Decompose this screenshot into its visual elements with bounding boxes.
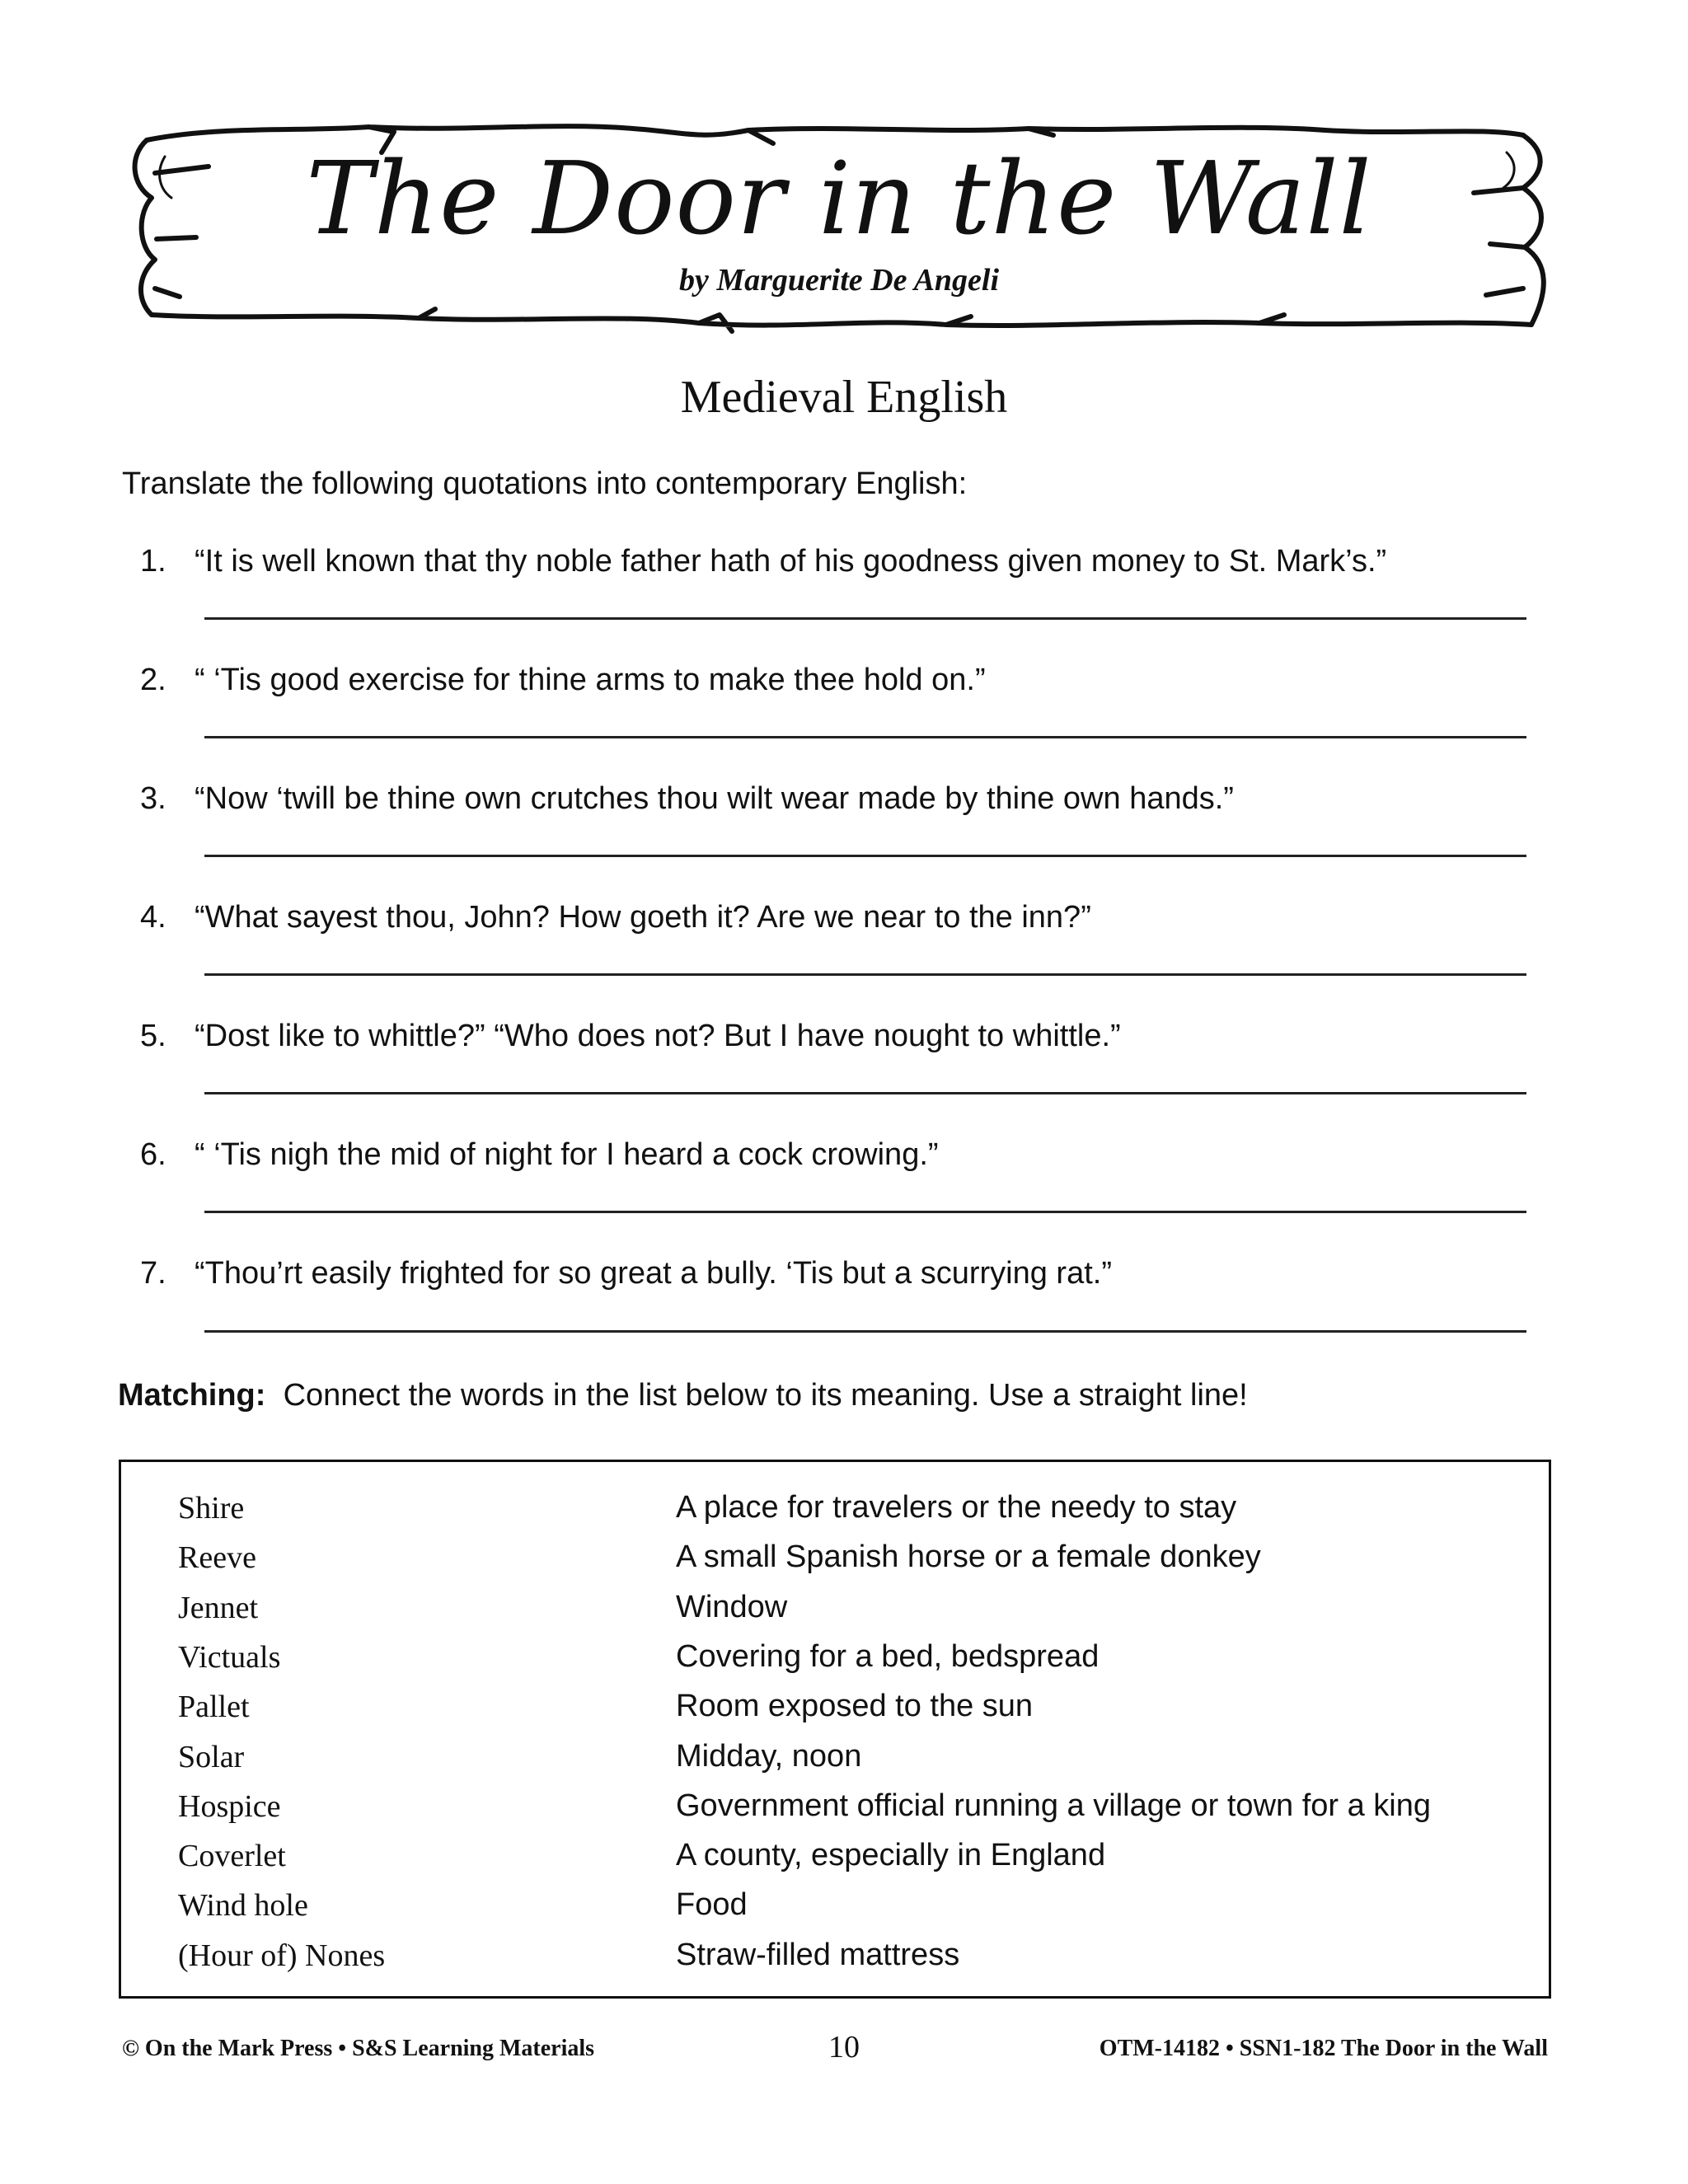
question-item: [140, 544, 1386, 579]
question-text: “ ‘Tis nigh the mid of night for I heard a cock crowing.”: [195, 1137, 939, 1172]
matching-definition[interactable]: Food: [676, 1887, 748, 1923]
question-item: [140, 663, 986, 698]
answer-line[interactable]: [204, 855, 1526, 857]
answer-line[interactable]: [204, 1211, 1526, 1213]
matching-term[interactable]: Reeve: [178, 1540, 256, 1576]
question-text: “Thou’rt easily frighted for so great a bully. ‘Tis but a scurrying rat.”: [195, 1256, 1112, 1291]
footer-copyright: © On the Mark Press • S&S Learning Materials: [122, 2036, 595, 2061]
matching-term[interactable]: Victuals: [178, 1639, 281, 1675]
question-number: 6.: [140, 1137, 166, 1172]
section-title: Medieval English: [680, 372, 1008, 423]
question-number: 7.: [140, 1256, 166, 1291]
matching-definition[interactable]: A place for travelers or the needy to stay: [676, 1490, 1237, 1525]
matching-definition[interactable]: Covering for a bed, bedspread: [676, 1638, 1100, 1674]
matching-definition[interactable]: Government official running a village or town for a king: [676, 1788, 1432, 1823]
title-banner: [122, 107, 1556, 346]
question-number: 3.: [140, 781, 166, 816]
question-number: 4.: [140, 900, 166, 935]
matching-term[interactable]: Solar: [178, 1739, 245, 1774]
question-text: “What sayest thou, John? How goeth it? Are we near to the inn?”: [195, 900, 1091, 935]
answer-line[interactable]: [204, 1330, 1526, 1333]
matching-term[interactable]: Jennet: [178, 1590, 259, 1625]
matching-label: Matching:: [118, 1378, 266, 1413]
question-item: [140, 1137, 939, 1173]
matching-definition[interactable]: Midday, noon: [676, 1738, 862, 1774]
author-byline: by Marguerite De Angeli: [678, 263, 1000, 298]
question-number: 2.: [140, 663, 166, 697]
question-item: [140, 1019, 1121, 1054]
matching-definition[interactable]: A small Spanish horse or a female donkey: [676, 1540, 1261, 1575]
matching-definition[interactable]: Straw-filled mattress: [676, 1937, 960, 1972]
matching-term[interactable]: Shire: [178, 1491, 245, 1526]
question-number: 5.: [140, 1019, 166, 1053]
question-item: [140, 900, 1091, 935]
answer-line[interactable]: [204, 973, 1526, 976]
footer-product-code: OTM-14182 • SSN1-182 The Door in the Wall: [1099, 2036, 1548, 2061]
page-number: 10: [828, 2030, 860, 2064]
matching-term[interactable]: Hospice: [178, 1788, 281, 1824]
matching-instruction-text: Connect the words in the list below to its meaning. Use a straight line!: [283, 1378, 1248, 1413]
worksheet-title: The Door in the Wall: [306, 140, 1372, 257]
instructions: Translate the following quotations into contemporary English:: [122, 466, 968, 501]
matching-term[interactable]: Coverlet: [178, 1839, 286, 1874]
answer-line[interactable]: [204, 736, 1526, 738]
matching-term[interactable]: (Hour of) Nones: [178, 1938, 386, 1973]
question-text: “Now ‘twill be thine own crutches thou wilt wear made by thine own hands.”: [195, 781, 1234, 816]
matching-instructions: [118, 1378, 1248, 1413]
answer-line[interactable]: [204, 617, 1526, 620]
question-item: [140, 1256, 1112, 1291]
matching-definition[interactable]: A county, especially in England: [676, 1838, 1106, 1873]
question-text: “It is well known that thy noble father hath of his goodness given money to St. Mark’s.”: [195, 544, 1387, 579]
answer-line[interactable]: [204, 1092, 1526, 1094]
question-number: 1.: [140, 544, 166, 579]
matching-definition[interactable]: Room exposed to the sun: [676, 1689, 1034, 1724]
question-text: “ ‘Tis good exercise for thine arms to make thee hold on.”: [195, 663, 986, 697]
question-item: [140, 781, 1234, 817]
matching-term[interactable]: Wind hole: [178, 1888, 308, 1924]
matching-term[interactable]: Pallet: [178, 1690, 250, 1725]
matching-definition[interactable]: Window: [676, 1589, 788, 1624]
question-text: “Dost like to whittle?” “Who does not? But I have nought to whittle.”: [195, 1019, 1121, 1053]
